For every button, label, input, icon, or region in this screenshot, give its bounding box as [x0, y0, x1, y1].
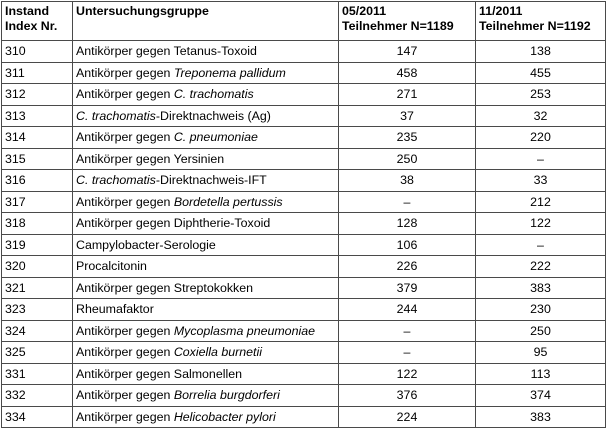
index-cell: [2, 320, 73, 342]
group-text: Antikörper gegen Diphtherie-Toxoid: [76, 216, 271, 231]
nov-count-value: 212: [530, 194, 551, 209]
index-value: 314: [5, 130, 26, 145]
index-value: 332: [5, 388, 26, 403]
may-count-value: 458: [396, 65, 418, 80]
group-text-italic: Borrelia burgdorferi: [173, 388, 280, 403]
index-cell: [2, 148, 73, 170]
group-text-suffix: -Direktnachweis-IFT: [155, 173, 267, 188]
nov-count-value: 250: [530, 323, 551, 338]
table-row: [2, 148, 606, 170]
index-cell: [2, 234, 73, 256]
may-count-value: 224: [396, 409, 418, 424]
index-cell: [2, 191, 73, 213]
may-count-cell: [339, 256, 476, 278]
may-count-value: –: [403, 323, 411, 338]
group-text-italic: Coxiella burnetii: [173, 345, 262, 360]
index-value: 311: [5, 65, 25, 80]
group-text: Antikörper gegen: [76, 388, 174, 403]
may-count-cell: [339, 299, 476, 321]
group-text-italic: Bordetella pertussis: [173, 194, 283, 209]
group-cell: [73, 84, 339, 106]
table-row: [2, 385, 606, 407]
table-row: [2, 342, 606, 364]
may-count-value: 37: [400, 108, 414, 123]
group-text: Antikörper gegen: [76, 323, 174, 338]
header-index: [2, 2, 73, 41]
may-count-value: 379: [396, 280, 418, 295]
group-text: Antikörper gegen Salmonellen: [76, 366, 243, 381]
table-container: [1, 1, 606, 428]
table-row: [2, 320, 606, 342]
may-count-cell: [339, 213, 476, 235]
may-count-cell: [339, 320, 476, 342]
group-cell: [73, 320, 339, 342]
nov-count-value: 383: [530, 280, 551, 295]
may-count-value: –: [403, 194, 411, 209]
may-count-cell: [339, 127, 476, 149]
table-row: [2, 299, 606, 321]
nov-count-value: 32: [533, 108, 548, 123]
nov-count-value: 222: [530, 259, 551, 274]
group-cell: [73, 363, 339, 385]
header-may-line2: Teilnehmer N=1189: [342, 19, 454, 33]
nov-count-value: 138: [530, 44, 551, 59]
group-cell: [73, 385, 339, 407]
header-group: [73, 2, 339, 41]
group-cell: [73, 148, 339, 170]
table-row: [2, 234, 606, 256]
index-value: 312: [5, 87, 26, 102]
nov-count-value: 33: [533, 173, 548, 188]
table-row: [2, 105, 606, 127]
index-value: 316: [5, 173, 26, 188]
index-value: 324: [5, 323, 26, 338]
nov-count-cell: [476, 320, 606, 342]
may-count-cell: [339, 170, 476, 192]
group-cell: [73, 299, 339, 321]
index-cell: [2, 84, 73, 106]
group-cell: [73, 41, 339, 63]
table-row: [2, 213, 606, 235]
group-text: Antikörper gegen: [76, 65, 174, 80]
index-value: 331: [5, 366, 26, 381]
may-count-cell: [339, 277, 476, 299]
group-text: Rheumafaktor: [76, 302, 154, 317]
nov-count-cell: [476, 127, 606, 149]
group-cell: [73, 62, 339, 84]
index-value: 334: [5, 409, 26, 424]
header-row: [2, 2, 606, 41]
group-text: Antikörper gegen: [76, 194, 174, 209]
nov-count-cell: [476, 62, 606, 84]
may-count-cell: [339, 84, 476, 106]
nov-count-cell: [476, 105, 606, 127]
index-cell: [2, 299, 73, 321]
group-cell: [73, 170, 339, 192]
nov-count-value: 95: [533, 345, 548, 360]
table-row: [2, 170, 606, 192]
group-text-italic: C. trachomatis: [76, 173, 156, 188]
index-cell: [2, 342, 73, 364]
nov-count-value: 253: [530, 87, 551, 102]
index-cell: [2, 213, 73, 235]
may-count-cell: [339, 363, 476, 385]
nov-count-value: 113: [530, 366, 551, 381]
group-text: Antikörper gegen: [76, 130, 174, 145]
nov-count-cell: [476, 213, 606, 235]
group-cell: [73, 256, 339, 278]
table-row: [2, 256, 606, 278]
index-cell: [2, 170, 73, 192]
index-cell: [2, 62, 73, 84]
table-row: [2, 277, 606, 299]
group-text-italic: Mycoplasma pneumoniae: [173, 323, 316, 338]
index-cell: [2, 41, 73, 63]
group-cell: [73, 191, 339, 213]
header-group-label: Untersuchungsgruppe: [76, 4, 209, 18]
index-value: 317: [5, 194, 26, 209]
nov-count-value: 230: [530, 302, 551, 317]
nov-count-cell: [476, 41, 606, 63]
nov-count-value: 374: [530, 388, 551, 403]
table-row: [2, 84, 606, 106]
group-text: Antikörper gegen Streptokokken: [76, 280, 254, 295]
nov-count-cell: [476, 363, 606, 385]
index-cell: [2, 385, 73, 407]
may-count-value: 122: [396, 366, 418, 381]
group-cell: [73, 127, 339, 149]
nov-count-cell: [476, 256, 606, 278]
group-cell: [73, 234, 339, 256]
index-value: 315: [5, 151, 26, 166]
index-cell: [2, 127, 73, 149]
header-nov-2011: [476, 2, 606, 41]
index-value: 321: [5, 280, 26, 295]
may-count-value: 106: [396, 237, 418, 252]
group-cell: [73, 277, 339, 299]
may-count-cell: [339, 62, 476, 84]
may-count-cell: [339, 385, 476, 407]
group-text: Antikörper gegen: [76, 87, 174, 102]
header-nov-line1: 11/2011: [479, 4, 523, 18]
group-text: Antikörper gegen: [76, 345, 174, 360]
header-index-line2: Index Nr.: [5, 19, 58, 33]
nov-count-cell: [476, 342, 606, 364]
may-count-value: 38: [400, 173, 414, 188]
header-may-line1: 05/2011: [342, 4, 387, 18]
nov-count-value: 220: [530, 130, 551, 145]
may-count-value: –: [403, 345, 411, 360]
table-row: [2, 363, 606, 385]
may-count-cell: [339, 148, 476, 170]
table-row: [2, 41, 606, 63]
may-count-value: 226: [396, 259, 418, 274]
may-count-cell: [339, 191, 476, 213]
table-row: [2, 62, 606, 84]
nov-count-value: 383: [530, 409, 551, 424]
index-value: 320: [5, 259, 26, 274]
index-value: 325: [5, 345, 26, 360]
nov-count-cell: [476, 170, 606, 192]
group-text: Campylobacter-Serologie: [76, 237, 216, 252]
may-count-cell: [339, 234, 476, 256]
group-text-italic: C. trachomatis: [173, 87, 254, 102]
index-value: 319: [5, 237, 26, 252]
nov-count-cell: [476, 191, 606, 213]
table-body: [2, 41, 606, 428]
index-value: 313: [5, 108, 26, 123]
table-row: [2, 127, 606, 149]
header-nov-line2: Teilnehmer N=1192: [479, 19, 591, 33]
nov-count-value: 122: [530, 216, 551, 231]
nov-count-cell: [476, 84, 606, 106]
nov-count-cell: [476, 299, 606, 321]
index-cell: [2, 277, 73, 299]
group-cell: [73, 105, 339, 127]
nov-count-cell: [476, 277, 606, 299]
index-cell: [2, 363, 73, 385]
index-cell: [2, 105, 73, 127]
may-count-cell: [339, 41, 476, 63]
index-value: 310: [5, 44, 26, 59]
may-count-value: 235: [396, 130, 418, 145]
may-count-value: 128: [396, 216, 418, 231]
index-value: 318: [5, 216, 26, 231]
table-row: [2, 191, 606, 213]
group-text: Procalcitonin: [76, 259, 147, 274]
may-count-value: 147: [396, 44, 418, 59]
group-text-italic: Treponema pallidum: [173, 65, 286, 80]
may-count-cell: [339, 342, 476, 364]
may-count-cell: [339, 105, 476, 127]
group-text: Antikörper gegen Yersinien: [76, 151, 225, 166]
may-count-value: 376: [396, 388, 418, 403]
may-count-value: 244: [396, 302, 418, 317]
nov-count-value: –: [537, 237, 544, 252]
header-may-2011: [339, 2, 476, 41]
group-text: Antikörper gegen Tetanus-Toxoid: [76, 44, 257, 59]
group-text-italic: C. pneumoniae: [173, 130, 258, 145]
participants-table: [1, 1, 606, 428]
nov-count-value: 455: [530, 65, 551, 80]
group-cell: [73, 213, 339, 235]
nov-count-cell: [476, 234, 606, 256]
header-index-line1: Instand: [5, 4, 50, 18]
index-value: 323: [5, 302, 26, 317]
may-count-value: 250: [396, 151, 418, 166]
group-text-suffix: -Direktnachweis (Ag): [155, 108, 271, 123]
group-text-italic: Helicobacter pylori: [173, 409, 276, 424]
nov-count-cell: [476, 148, 606, 170]
group-text-italic: C. trachomatis: [76, 108, 156, 123]
group-cell: [73, 342, 339, 364]
index-cell: [2, 256, 73, 278]
may-count-value: 271: [396, 87, 418, 102]
nov-count-value: –: [537, 151, 544, 166]
group-text: Antikörper gegen: [76, 409, 174, 424]
nov-count-cell: [476, 385, 606, 407]
